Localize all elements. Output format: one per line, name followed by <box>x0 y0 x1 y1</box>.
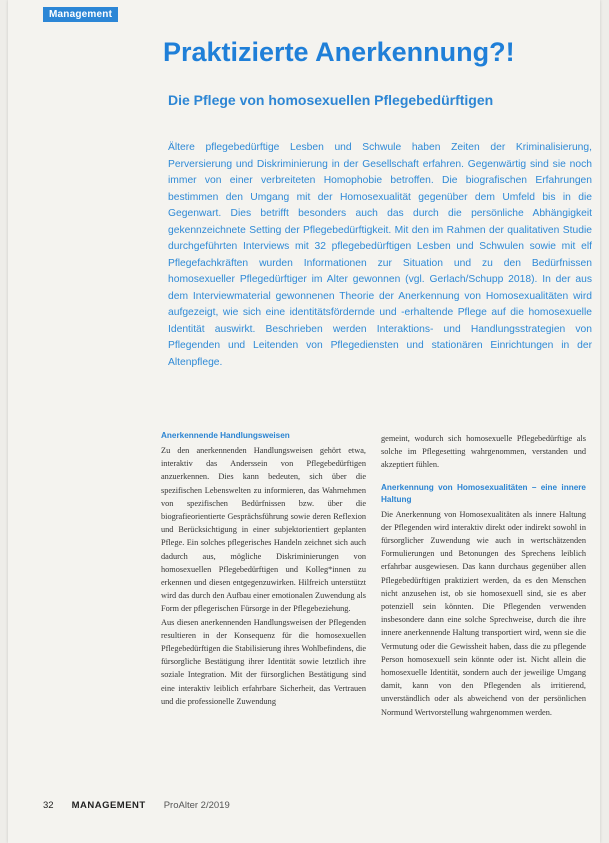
section-tag: Management <box>43 7 118 22</box>
magazine-page <box>8 0 600 843</box>
body-column-right <box>381 432 586 719</box>
section-heading-anerkennende: Anerkennende Handlungsweisen <box>161 431 290 440</box>
body-column-left <box>161 430 366 708</box>
body-paragraph: Die Anerkennung von Homosexualitäten als innere Haltung der Pflegenden wird interaktiv direkt oder indirekt sowohl in fürsorglicher Zuwendung wie auch in wertschätzenden Formulierungen und Betonungen des Sprechens leiblich erfahrbar ausgewiesen. Das kann durchaus gegenüber allen Pflegebedürftigen praktiziert werden, da es den Menschen nicht anzusehen ist, ob sie homosexuell sind, sie es aber potenziell sein könnten. Die Pflegenden verwenden insbesondere dann eine solche Sprechweise, durch die ihre innere anerkennende Haltung transportiert wird, wenn sie die Vermutung oder die Gewissheit haben, dass die zu pflegende Person homosexuell sein könnte oder ist. Nicht allein die homosexuelle Identität, sondern auch der jeweilige Umgang damit, kann von den Pflegenden als irritierend, unverständlich oder als abweichend von der persönlichen Normund Wertvorstellung wahrgenommen werden. <box>381 509 586 717</box>
section-heading-anerkennung: Anerkennung von Homosexualitäten – eine innere Haltung <box>381 482 586 504</box>
article-title: Praktizierte Anerkennung?! <box>163 37 515 67</box>
article-lead: Ältere pflegebedürftige Lesben und Schwule haben Zeiten der Kriminalisierung, Perversierung und Diskriminierung in der Gesellschaft erfahren. Gegenwärtig sind sie noch immer von einer verbreiteten Homophobie betroffen. Die biografischen Erfahrungen bestimmen den Umgang mit der Homosexualität gegenüber dem Umfeld bis in die Gegenwart. Dies betrifft besonders auch das durch die persönliche Abhängigkeit gekennzeichnete Setting der Pflegebedürftigkeit. Mit den im Rahmen der qualitativen Studie durchgeführten Interviews mit 32 pflegebedürftigen Lesben und Schwulen sowie mit elf Pflegefachkräften wurden Informationen zur Situation und zu den Bedürfnissen homosexueller Pflegedürftiger im Alter gewonnen (vgl. Gerlach/Schupp 2018). In der aus dem Interviewmaterial gewonnenen Theorie der Anerkennung von Homosexualitäten wird aufgezeigt, wie sich eine identitätsfördernde und -erhaltende Pflege auf die homosexuelle Identität auswirkt. Beschrieben werden Interaktions- und Handlungsstrategien von Pflegenden und Leitenden von Pflegediensten und stationären Einrichtungen in der Altenpflege. <box>168 142 592 368</box>
body-paragraph: Zu den anerkennenden Handlungsweisen gehört etwa, interaktiv das Anderssein von Pflegebedürftigen anzuerkennen. Dies kann bedeuten, sich über die spezifischen Lebenswelten zu informieren, das Wahrnehmen von spezifischen Bedürfnissen bzw. über die biografieorientierte Gesprächsführung sowie deren Reflexion und Berücksichtigung in einer subjektorientiert geplanten Pflege. Ein solches pflegerisches Handeln zeichnet sich auch dadurch aus, mögliche Diskriminierungen von homosexuellen Pflegebedürftigen und Kolleg*innen zu erkennen und diesen entgegenzuwirken. Hilfreich unterstützt wird das durch den Aufbau einer emotionalen Zuwendung als Form der pflegerischen Fürsorge in der Pflegebeziehung. <box>161 446 366 614</box>
page-footer <box>43 800 230 811</box>
page-number: 32 <box>43 800 54 811</box>
body-paragraph: gemeint, wodurch sich homosexuelle Pflegebedürftige als solche im Pflegesetting wahrgenommen, verstanden und akzeptiert fühlen. <box>381 434 586 470</box>
footer-section: MANAGEMENT <box>71 800 146 811</box>
body-paragraph: Aus diesen anerkennenden Handlungsweisen der Pflegenden resultieren in der Konsequenz für die homosexuellen Pflegebedürftigen die Stabilisierung ihres Wohlbefindens, die fürsorgliche Bestätigung ihrer Identität sowie letztlich ihre soziale Integration. Mit der fürsorglichen Bestätigung sind eine interaktiv leiblich erfahrbare Sicherheit, das Vertrauen und die professionelle Zuwendung <box>161 617 366 706</box>
article-subtitle: Die Pflege von homosexuellen Pflegebedürftigen <box>168 92 494 108</box>
footer-issue: ProAlter 2/2019 <box>163 800 230 811</box>
